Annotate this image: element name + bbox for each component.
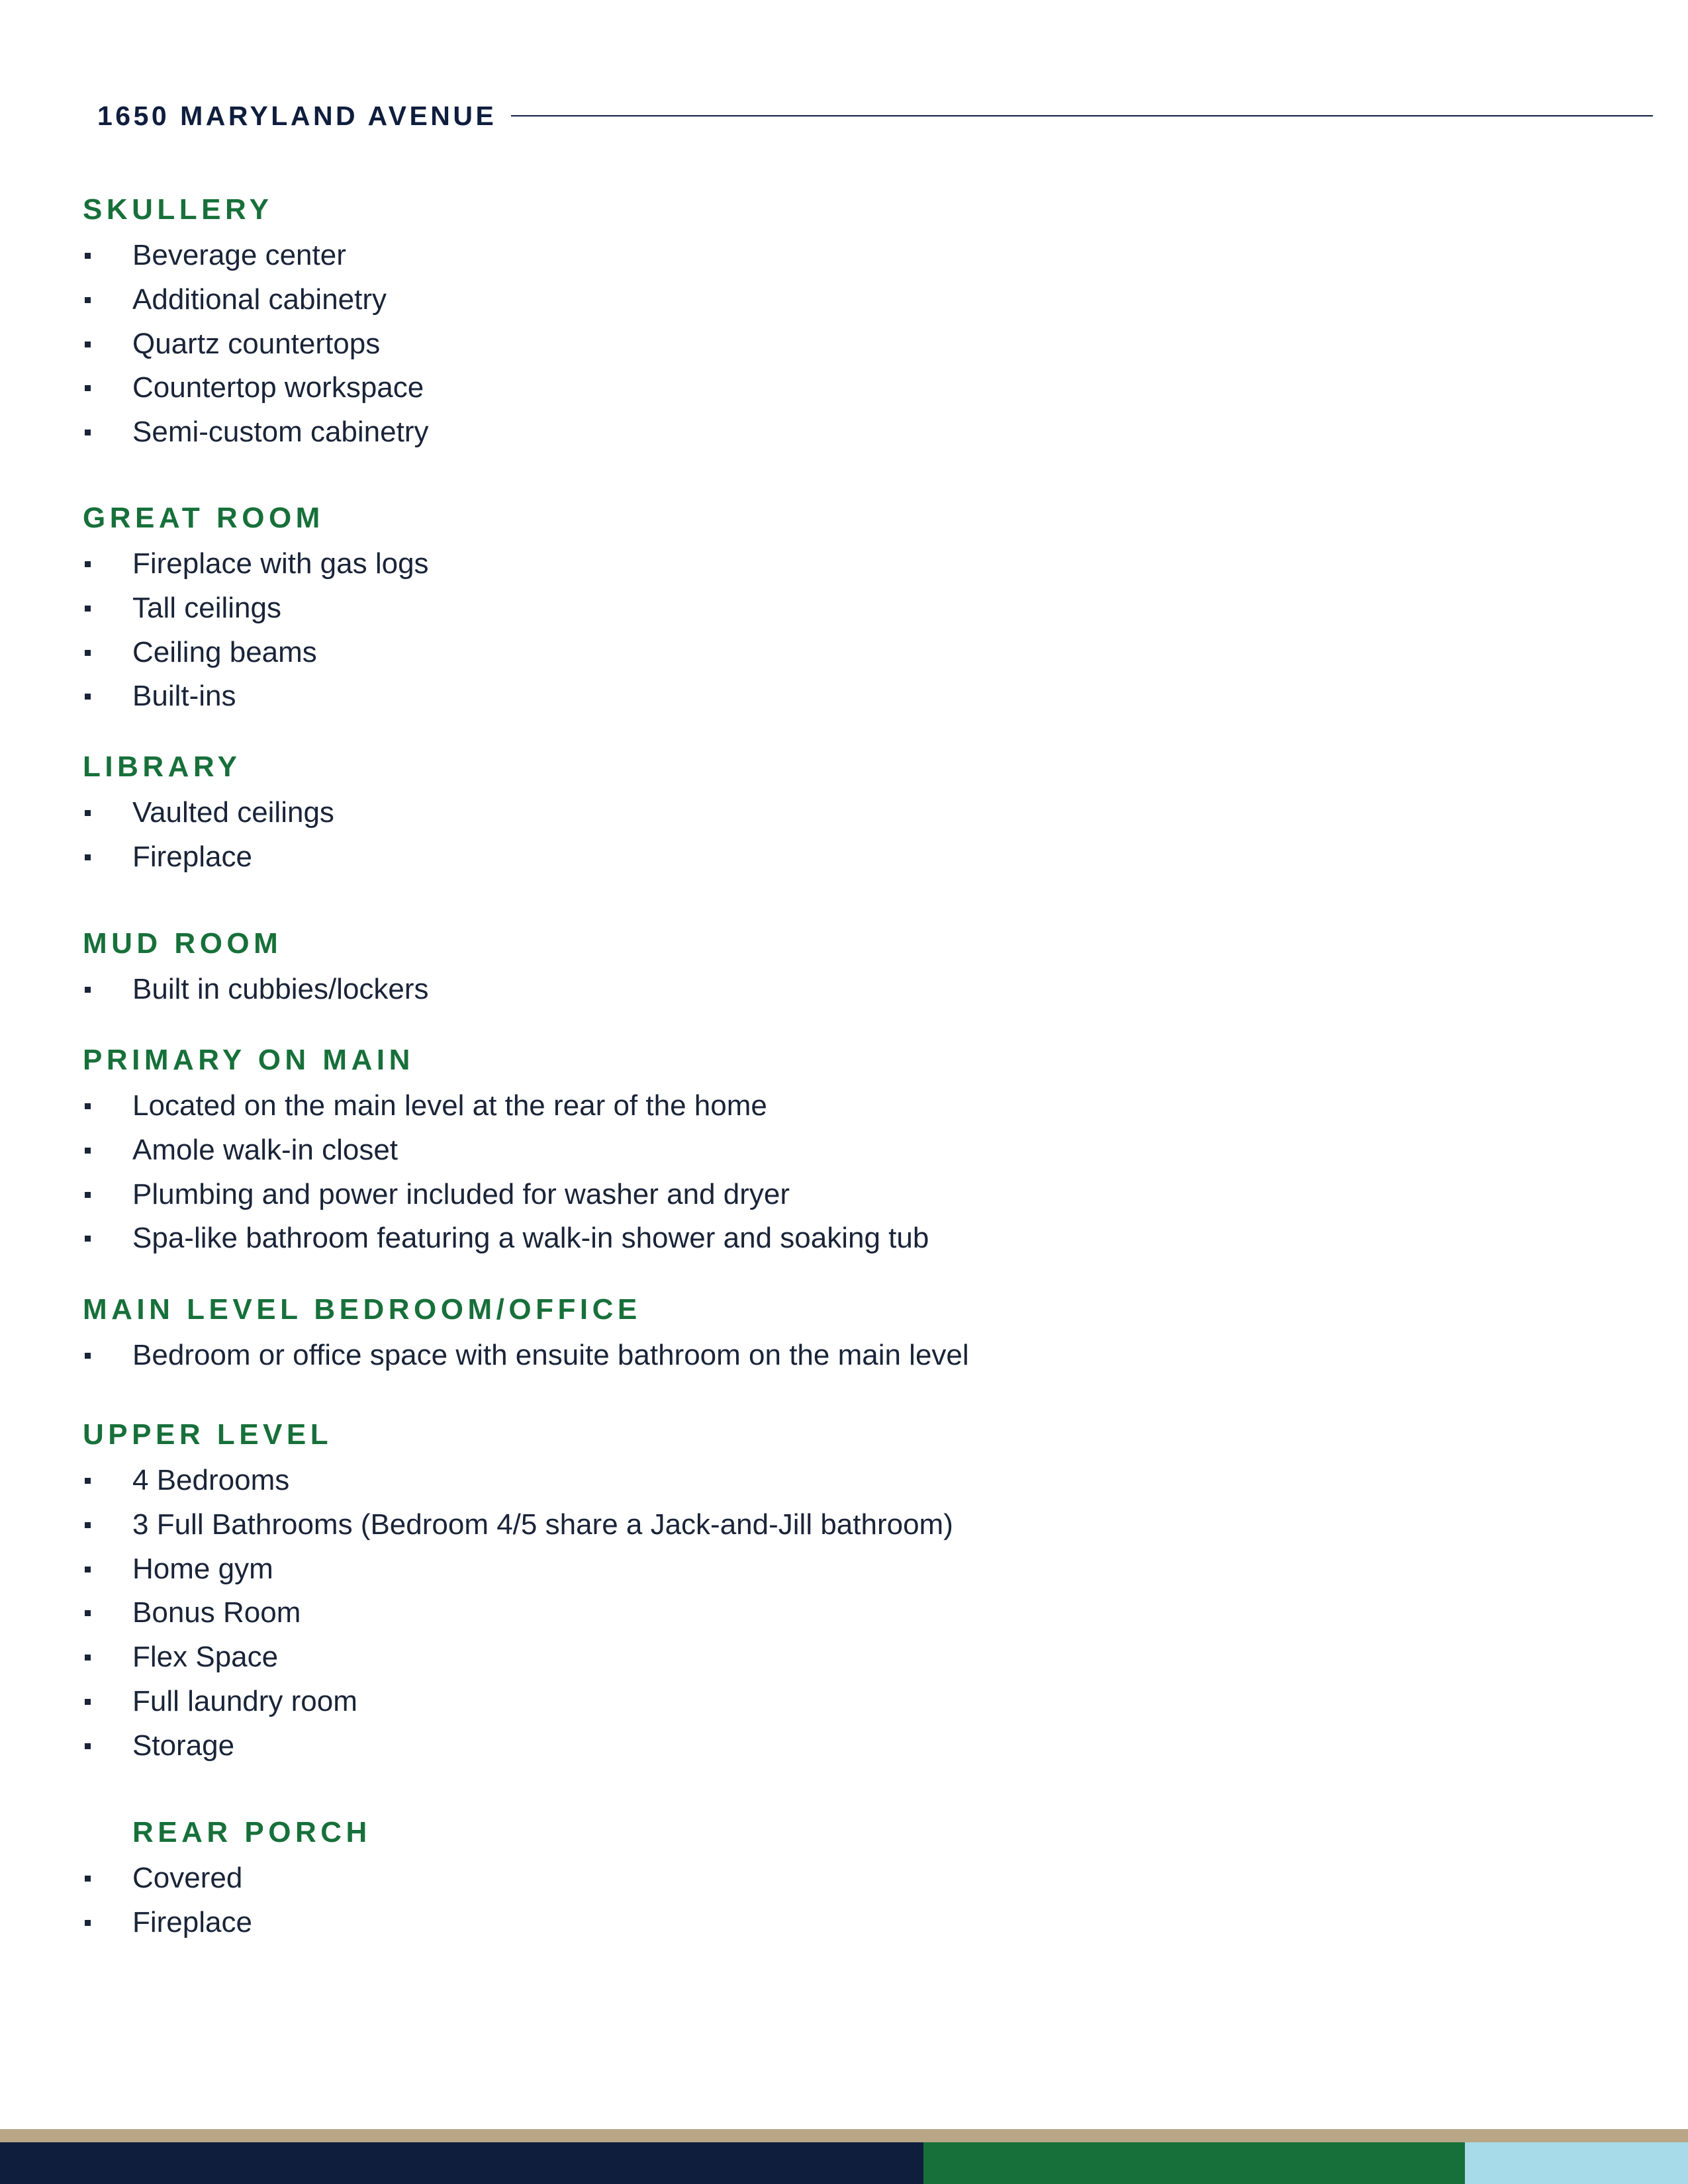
- bullet-icon: [85, 1699, 91, 1705]
- bullet-icon: [85, 1567, 91, 1572]
- item-text: Fireplace with gas logs: [132, 547, 429, 580]
- list-item: [83, 1724, 953, 1768]
- list-item: [83, 234, 428, 278]
- section-heading: MAIN LEVEL BEDROOM/OFFICE: [83, 1293, 641, 1326]
- section-heading: LIBRARY: [83, 751, 242, 783]
- list-item: [83, 586, 429, 631]
- feature-list: [83, 791, 334, 880]
- item-text: Built-ins: [132, 680, 236, 713]
- list-item: [83, 410, 428, 455]
- feature-list: [83, 968, 429, 1012]
- list-item: [83, 1128, 929, 1173]
- footer-green-block: [923, 2142, 1465, 2184]
- item-text: Amole walk-in closet: [132, 1133, 399, 1166]
- bullet-icon: [85, 1522, 91, 1528]
- bullet-icon: [85, 385, 91, 391]
- feature-list: [83, 542, 429, 719]
- item-text: Home gym: [132, 1552, 273, 1585]
- item-text: Covered: [132, 1862, 243, 1894]
- section-heading: SKULLERY: [83, 193, 273, 226]
- footer-tan-stripe: [0, 2129, 1688, 2142]
- bullet-icon: [85, 854, 91, 860]
- list-item: [83, 835, 334, 880]
- item-text: Beverage center: [132, 239, 346, 271]
- bullet-icon: [85, 1148, 91, 1154]
- item-text: Ceiling beams: [132, 635, 317, 668]
- item-text: Fireplace: [132, 1905, 252, 1938]
- bullet-icon: [85, 650, 91, 656]
- bullet-icon: [85, 1103, 91, 1109]
- section-skullery: [83, 191, 428, 455]
- footer-blue-block: [1465, 2142, 1688, 2184]
- bullet-icon: [85, 430, 91, 435]
- section-mud-room: [83, 925, 429, 1012]
- item-text: Flex Space: [132, 1641, 279, 1674]
- list-item: [83, 1680, 953, 1724]
- list-item: [83, 1901, 371, 1945]
- list-item: [83, 1547, 953, 1592]
- bullet-icon: [85, 1655, 91, 1661]
- bullet-icon: [85, 1192, 91, 1198]
- section-library: [83, 749, 334, 880]
- section-main-level-bedroom-office: [83, 1291, 969, 1378]
- item-text: Semi-custom cabinetry: [132, 416, 429, 449]
- bullet-icon: [85, 1236, 91, 1242]
- bullet-icon: [85, 1876, 91, 1882]
- bullet-icon: [85, 561, 91, 567]
- list-item: [83, 968, 429, 1012]
- property-address-title: 1650 MARYLAND AVENUE: [97, 100, 497, 131]
- list-item: [83, 631, 429, 675]
- item-text: Bedroom or office space with ensuite bathroom on the main level: [132, 1339, 969, 1371]
- section-heading: PRIMARY ON MAIN: [83, 1044, 414, 1076]
- item-text: Additional cabinetry: [132, 283, 387, 316]
- bullet-icon: [85, 810, 91, 816]
- feature-list: [83, 1334, 969, 1378]
- item-text: 3 Full Bathrooms (Bedroom 4/5 share a Jack-and-Jill bathroom): [132, 1508, 953, 1541]
- item-text: Bonus Room: [132, 1596, 301, 1629]
- item-text: Storage: [132, 1729, 235, 1762]
- list-item: [83, 1591, 953, 1635]
- bullet-icon: [85, 1353, 91, 1359]
- bullet-icon: [85, 1610, 91, 1616]
- bullet-icon: [85, 1478, 91, 1484]
- item-text: Tall ceilings: [132, 591, 281, 624]
- item-text: 4 Bedrooms: [132, 1464, 290, 1496]
- section-rear-porch: [83, 1814, 371, 1945]
- list-item: [83, 542, 429, 586]
- list-item: [83, 1173, 929, 1217]
- item-text: Full laundry room: [132, 1684, 357, 1717]
- section-heading: MUD ROOM: [83, 927, 283, 960]
- section-heading: REAR PORCH: [132, 1816, 371, 1848]
- item-text: Located on the main level at the rear of the home: [132, 1089, 767, 1122]
- bullet-icon: [85, 341, 91, 347]
- list-item: [83, 322, 428, 367]
- bullet-icon: [85, 694, 91, 700]
- section-great-room: [83, 500, 429, 719]
- bullet-icon: [85, 987, 91, 993]
- feature-list: [83, 1084, 929, 1261]
- item-text: Quartz countertops: [132, 327, 381, 360]
- list-item: [83, 366, 428, 410]
- item-text: Countertop workspace: [132, 371, 424, 404]
- list-item: [83, 1503, 953, 1547]
- bullet-icon: [85, 1743, 91, 1749]
- section-upper-level: [83, 1416, 953, 1768]
- bullet-icon: [85, 606, 91, 612]
- list-item: [83, 1856, 371, 1901]
- list-item: [83, 674, 429, 719]
- page-header: [97, 99, 1653, 133]
- list-item: [83, 1459, 953, 1503]
- list-item: [83, 791, 334, 835]
- list-item: [83, 1216, 929, 1261]
- footer-navy-block: [0, 2142, 923, 2184]
- feature-list: [83, 234, 428, 455]
- list-item: [83, 1084, 929, 1128]
- list-item: [83, 1635, 953, 1680]
- item-text: Vaulted ceilings: [132, 796, 334, 829]
- bullet-icon: [85, 297, 91, 303]
- section-heading: UPPER LEVEL: [83, 1418, 333, 1451]
- feature-list: [83, 1459, 953, 1768]
- section-primary-on-main: [83, 1042, 929, 1261]
- item-text: Built in cubbies/lockers: [132, 973, 429, 1005]
- footer-color-band: [0, 2129, 1688, 2184]
- item-text: Plumbing and power included for washer and dryer: [132, 1177, 790, 1210]
- item-text: Fireplace: [132, 840, 252, 873]
- list-item: [83, 1334, 969, 1378]
- item-text: Spa-like bathroom featuring a walk-in shower and soaking tub: [132, 1222, 929, 1255]
- feature-list: [83, 1856, 371, 1945]
- header-divider: [511, 115, 1653, 116]
- bullet-icon: [85, 1920, 91, 1926]
- list-item: [83, 278, 428, 322]
- section-heading: GREAT ROOM: [83, 502, 324, 534]
- bullet-icon: [85, 253, 91, 259]
